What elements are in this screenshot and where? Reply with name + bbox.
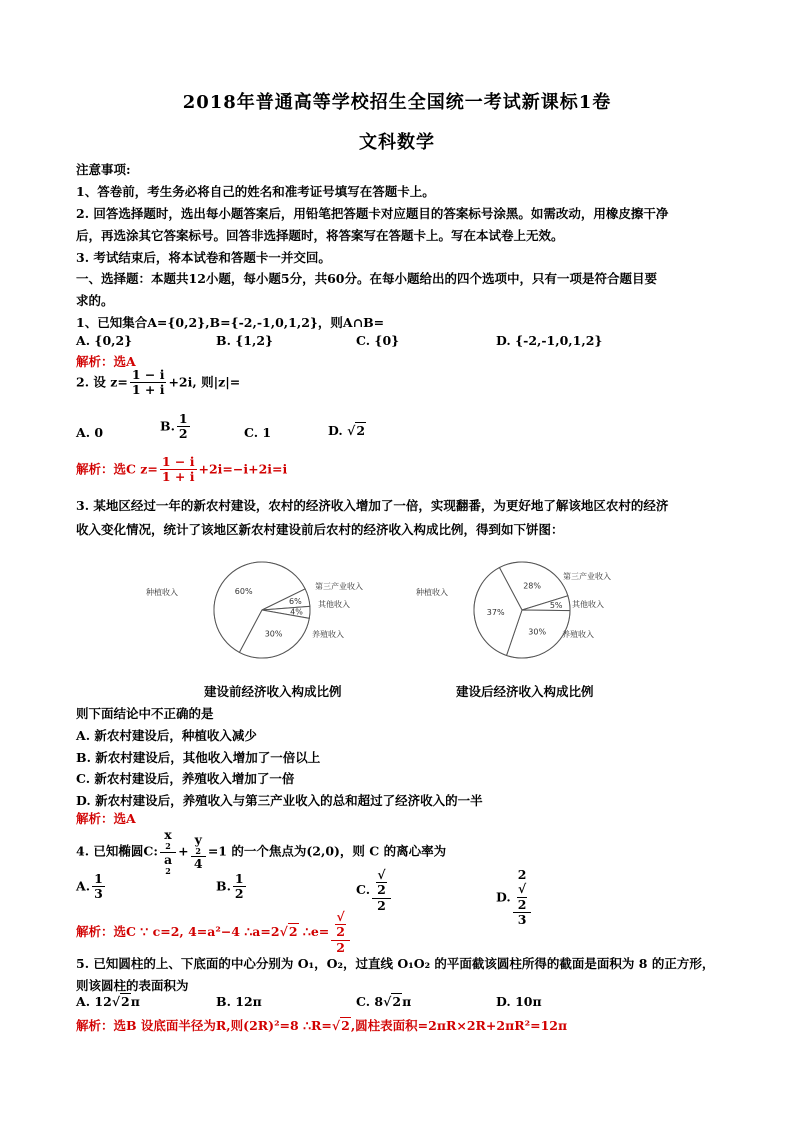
pie-percent-label: 30% (264, 629, 283, 639)
q4-d-label: D. (496, 889, 511, 905)
q4-ans-prefix: 解析：选C ∵ c=2, 4=a²−4 ∴a=2 (76, 924, 280, 940)
q2-option-c: C. 1 (244, 425, 272, 440)
q5-line-1: 5. 已知圆柱的上、下底面的中心分别为 O₁，O₂，过直线 O₁O₂ 的平面截该圆柱所得的截面是面积为 8 的正方形， (76, 956, 715, 971)
notes-heading: 注意事项: (76, 162, 131, 177)
note-2a: 2. 回答选择题时，选出每小题答案后，用铅笔把答题卡对应题目的答案标号涂黑。如需改动，用橡皮擦干净 (76, 206, 669, 221)
q4-ans-rad1: 2 (288, 924, 298, 940)
note-1: 1、答卷前，考生务必将自己的姓名和准考证号填写在答题卡上。 (76, 184, 435, 199)
q4-b-num: 1 (234, 871, 244, 886)
q3-option-d: D. 新农村建设后，养殖收入与第三产业收入的总和超过了经济收入的一半 (76, 793, 483, 808)
q4-y-exp: 2 (195, 845, 201, 856)
q4-d-rad: 2 (517, 896, 527, 912)
q2-d-label: D. (328, 423, 343, 438)
note-2b: 后，再选涂其它答案标号。回答非选择题时，将答案写在答题卡上。写在本试卷上无效。 (76, 228, 564, 243)
q4-ans-mid: ∴e= (298, 924, 330, 940)
q2-b-fraction (177, 412, 190, 442)
q4-b-label: B. (216, 878, 231, 894)
q4-d-coef: 2 (517, 867, 527, 882)
q2-suffix: +2i, 则|z|= (168, 374, 241, 390)
pie-charts (146, 555, 620, 665)
q4-suffix: =1 的一个焦点为(2,0)，则 C 的离心率为 (207, 843, 447, 859)
q2-d-sqrt: √2 (347, 423, 366, 438)
q2-prefix: 2. 设 z= (76, 374, 128, 390)
q2-ans-prefix: 解析：选C z= (76, 461, 158, 477)
q5-a-rad: 2 (121, 994, 130, 1009)
q4-ans-den: 2 (336, 939, 345, 955)
q4-a-label: A. (76, 878, 91, 894)
q4-c-rad: 2 (377, 882, 386, 898)
q2-b-den: 2 (178, 426, 188, 442)
pie-before (146, 562, 363, 658)
q5-c-post: π (402, 994, 412, 1009)
pie-percent-label: 37% (486, 608, 505, 618)
q4-a-num: 1 (94, 871, 103, 886)
note-3: 3. 考试结束后，将本试卷和答题卡一并交回。 (76, 250, 331, 265)
q5-option-c: C. 8√2π (356, 994, 412, 1009)
pie-category-label: 种植收入 (416, 588, 448, 597)
pie-after (416, 562, 611, 658)
q4-a: a (163, 851, 173, 867)
q2-num: 1 − i (131, 367, 165, 382)
pie-before-caption: 建设前经济收入构成比例 (204, 684, 342, 699)
q2-answer (76, 455, 287, 485)
pie-percent-label: 6% (289, 596, 302, 606)
q5-ans-post: ,圆柱表面积=2πR×2R+2πR²=12π (350, 1018, 568, 1033)
q5-ans-pre: 解析：选B 设底面半径为R,则(2R)²=8 ∴R= (76, 1018, 332, 1033)
q2-b-label: B. (160, 418, 175, 434)
q2-ans-den: 1 + i (161, 469, 195, 485)
q4-option-c: C. √ 2 2 (356, 868, 393, 913)
q4-d-den: 3 (517, 912, 527, 928)
q4-option-a (76, 872, 107, 902)
q4-stem: 4. 已知椭圆C: x 2 a 2 + y 2 4 =1 的一个焦点为(2,0)，则 C 的离心率为 (76, 827, 447, 876)
q2-den: 1 + i (131, 382, 165, 398)
q5-c-pre: C. 8 (356, 994, 384, 1009)
section-line-2: 求的。 (76, 293, 114, 308)
pie-percent-label: 28% (523, 581, 541, 591)
q4-a-exp: 2 (165, 865, 171, 876)
q2-b-num: 1 (178, 411, 188, 426)
q5-option-b: B. 12π (216, 994, 262, 1009)
q4-c-den: 2 (377, 897, 386, 913)
q5-option-d: D. 10π (496, 994, 542, 1009)
q4-x-exp: 2 (165, 841, 171, 852)
pie-category-label: 养殖收入 (562, 630, 594, 639)
pie-percent-label: 5% (549, 601, 563, 611)
q3-option-b: B. 新农村建设后，其他收入增加了一倍以上 (76, 750, 321, 765)
q3-lead: 则下面结论中不正确的是 (76, 706, 214, 721)
q1-option-d: D. {-2,-1,0,1,2} (496, 333, 603, 348)
pie-category-label: 种植收入 (146, 588, 178, 597)
q4-answer: 解析：选C ∵ c=2, 4=a²−4 ∴a=2√2 ∴e= √ 2 2 (76, 910, 352, 955)
q3-line-1: 3. 某地区经过一年的新农村建设，农村的经济收入增加了一倍，实现翻番，为更好地了解该地区农村的经济 (76, 498, 669, 513)
q3-answer: 解析：选A (76, 811, 136, 826)
q1-option-a: A. {0,2} (76, 333, 133, 348)
pie-after-caption: 建设后经济收入构成比例 (456, 684, 594, 699)
q4-option-d: D. 2 √ 2 3 (496, 868, 533, 928)
q1-stem: 1、已知集合A={0,2},B={-2,-1,0,1,2}，则A∩B= (76, 315, 385, 330)
q4-option-b (216, 872, 248, 902)
q5-ans-rad: 2 (341, 1018, 350, 1033)
q2-fraction (130, 368, 167, 398)
q4-b-den: 2 (234, 886, 244, 902)
q2-option-b (160, 412, 192, 442)
q5-option-a: A. 12√2π (76, 994, 140, 1009)
q2-d-rad: 2 (356, 423, 366, 438)
q5-c-rad: 2 (392, 994, 402, 1009)
q2-option-a: A. 0 (76, 425, 104, 440)
q4-a-den: 3 (94, 886, 103, 902)
pie-category-label: 第三产业收入 (563, 572, 611, 581)
q2-option-d (328, 423, 366, 438)
pie-category-label: 第三产业收入 (315, 582, 363, 591)
page-title: 2018年普通高等学校招生全国统一考试新课标1卷 (182, 92, 612, 113)
q5-line-2: 则该圆柱的表面积为 (76, 978, 189, 993)
q4-x: x (164, 827, 172, 842)
pie-category-label: 其他收入 (318, 600, 350, 609)
q3-option-a: A. 新农村建设后，种植收入减少 (76, 728, 257, 743)
q4-prefix: 4. 已知椭圆C: (76, 843, 158, 859)
q5-answer: 解析：选B 设底面半径为R,则(2R)²=8 ∴R=√2,圆柱表面积=2πR×2R+2πR²=12π (76, 1018, 568, 1033)
pie-percent-label: 30% (528, 627, 547, 637)
page-subtitle: 文科数学 (359, 132, 435, 153)
q4-y: y (194, 831, 202, 847)
q4-four: 4 (193, 856, 203, 872)
q2-ans-suffix: +2i=−i+2i=i (198, 461, 288, 477)
q1-answer: 解析：选A (76, 354, 136, 369)
section-line-1: 一、选择题：本题共12小题，每小题5分，共60分。在每小题给出的四个选项中，只有一项是符合题目要 (76, 271, 657, 286)
q2-ans-num: 1 − i (161, 454, 195, 469)
q3-option-c: C. 新农村建设后，养殖收入增加了一倍 (76, 771, 295, 786)
q2-stem (76, 368, 240, 398)
pie-percent-label: 4% (290, 607, 303, 617)
q5-a-post: π (130, 994, 140, 1009)
q5-a-pre: A. 12 (76, 994, 112, 1009)
q1-option-b: B. {1,2} (216, 333, 274, 348)
q4-frac-x (160, 828, 176, 876)
q1-option-c: C. {0} (356, 333, 400, 348)
q3-line-2: 收入变化情况，统计了该地区新农村建设前后农村的经济收入构成比例，得到如下饼图： (76, 522, 564, 537)
q4-c-label: C. (356, 882, 371, 898)
pie-category-label: 养殖收入 (312, 630, 344, 639)
pie-percent-label: 60% (234, 587, 253, 596)
q4-ans-rad2: 2 (336, 924, 345, 940)
q4-frac-y (191, 833, 206, 872)
pie-category-label: 其他收入 (572, 600, 604, 609)
q2-ans-fraction (160, 455, 197, 485)
